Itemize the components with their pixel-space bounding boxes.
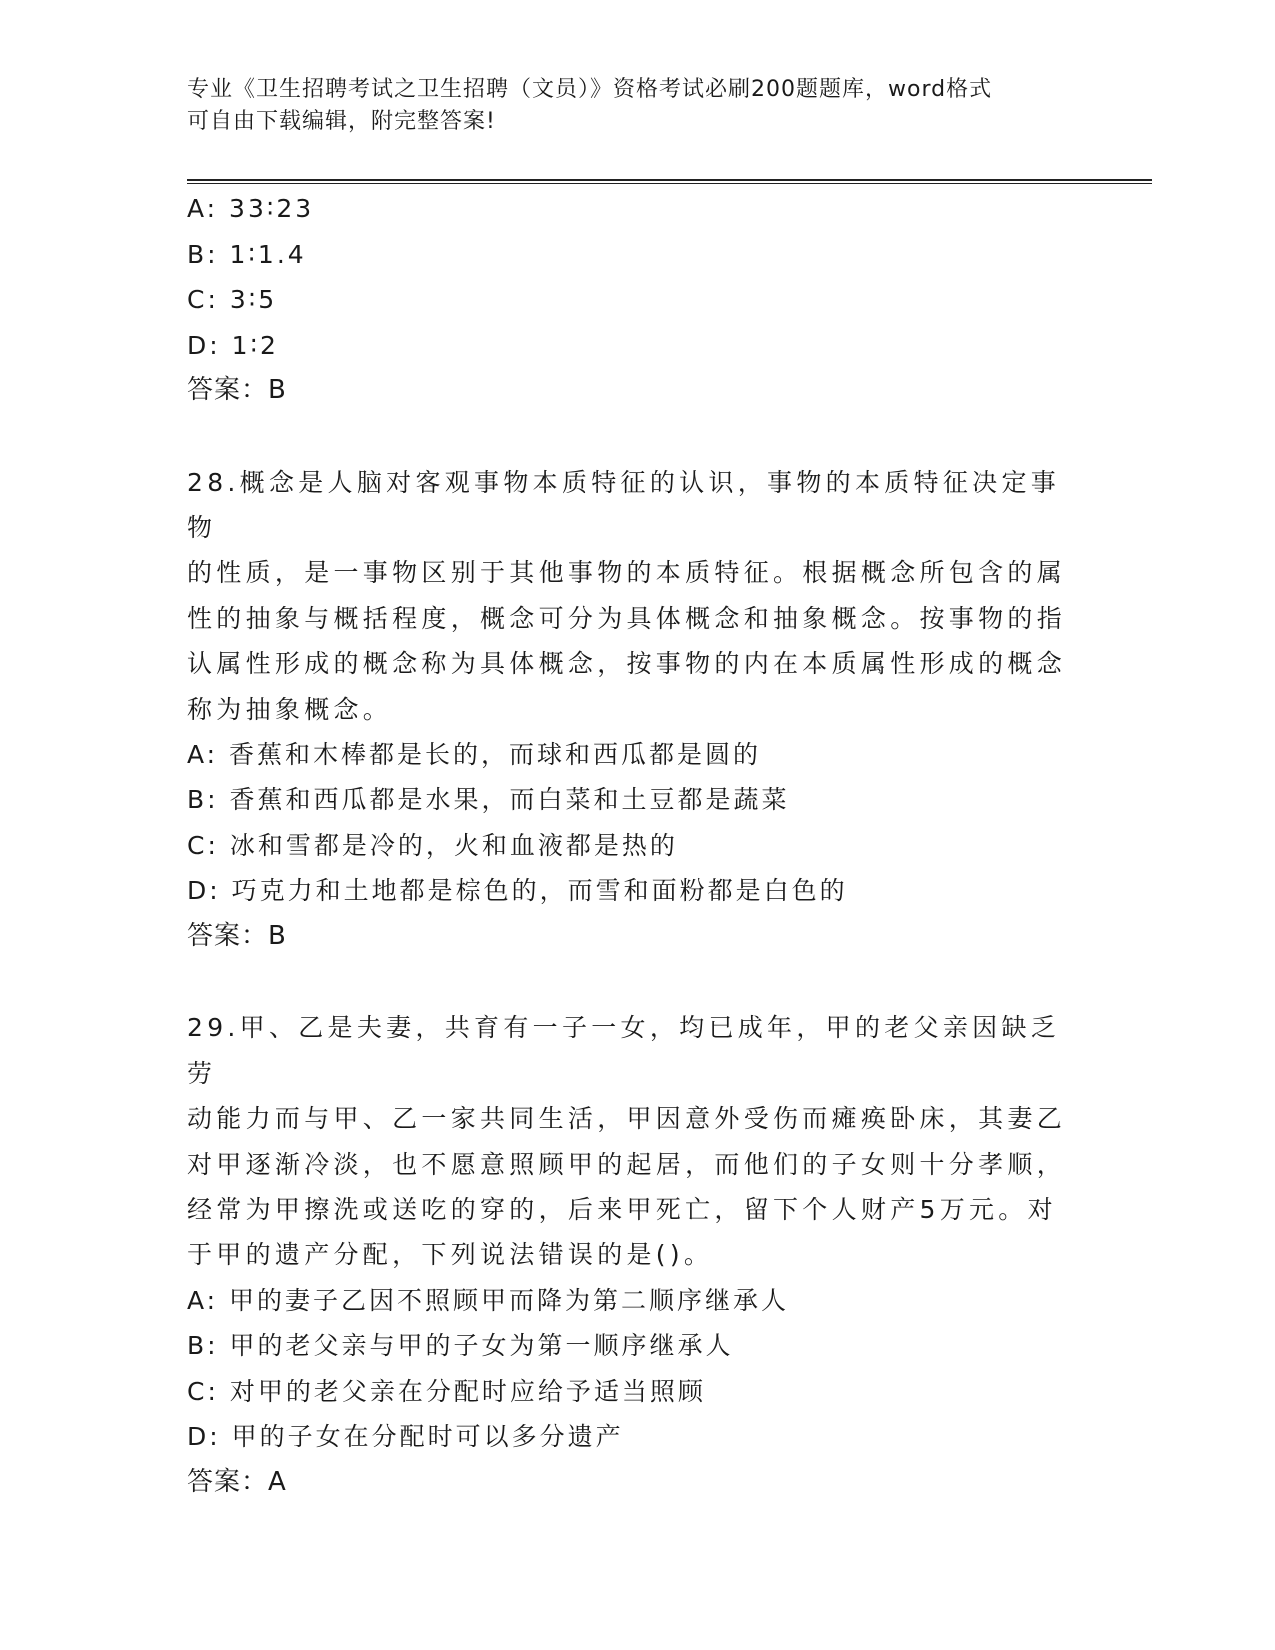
stem-line: 28.概念是人脑对客观事物本质特征的认识，事物的本质特征决定事物 xyxy=(187,467,1061,542)
header-title-line-1: 专业《卫生招聘考试之卫生招聘（文员）》资格考试必刷200题题库，word格式 xyxy=(187,77,993,102)
option-a: A: 33∶23 xyxy=(187,194,315,223)
option-d: D: 1∶2 xyxy=(187,330,279,360)
stem-line: 对甲逐渐冷淡，也不愿意照顾甲的起居，而他们的子女则十分孝顺， xyxy=(187,1149,1067,1179)
option-b: B: 甲的老父亲与甲的子女为第一顺序继承人 xyxy=(187,1331,734,1361)
answer-line: 答案：B xyxy=(187,375,287,405)
option-b: B: 香蕉和西瓜都是水果，而白菜和土豆都是蔬菜 xyxy=(187,785,790,815)
answer-line: 答案：B xyxy=(187,920,287,951)
stem-line: 29.甲、乙是夫妻，共育有一子一女，均已成年，甲的老父亲因缺乏劳 xyxy=(187,1013,1061,1088)
question-27 xyxy=(187,186,1087,414)
answer-line: 答案：A xyxy=(187,1466,287,1497)
option-a: A: 香蕉和木棒都是长的，而球和西瓜都是圆的 xyxy=(187,739,762,769)
header-divider xyxy=(187,179,1152,181)
question-stem xyxy=(187,1005,1087,1277)
document-body xyxy=(187,186,1087,1505)
option-a: A: 甲的妻子乙因不照顾甲而降为第二顺序继承人 xyxy=(187,1285,790,1315)
header-divider-thin xyxy=(187,183,1152,184)
stem-line: 称为抽象概念。 xyxy=(187,694,393,724)
option-b: B: 1∶1.4 xyxy=(187,239,307,269)
option-d: D: 甲的子女在分配时可以多分遗产 xyxy=(187,1422,624,1452)
option-d: D: 巧克力和土地都是棕色的，而雪和面粉都是白色的 xyxy=(187,876,848,906)
option-c: C: 3∶5 xyxy=(187,285,278,314)
stem-line: 性的抽象与概括程度，概念可分为具体概念和抽象概念。按事物的指 xyxy=(187,603,1067,633)
stem-line: 认属性形成的概念称为具体概念，按事物的内在本质属性形成的概念 xyxy=(187,649,1067,679)
option-c: C: 冰和雪都是冷的，火和血液都是热的 xyxy=(187,830,678,860)
stem-line: 的性质，是一事物区别于其他事物的本质特征。根据概念所包含的属 xyxy=(187,558,1067,588)
stem-line: 经常为甲擦洗或送吃的穿的，后来甲死亡，留下个人财产5万元。对 xyxy=(187,1195,1057,1225)
header-title-line-2: 可自由下载编辑，附完整答案! xyxy=(187,109,496,134)
question-29 xyxy=(187,1005,1087,1505)
question-stem xyxy=(187,460,1087,732)
option-c: C: 对甲的老父亲在分配时应给予适当照顾 xyxy=(187,1376,706,1406)
stem-line: 于甲的遗产分配，下列说法错误的是()。 xyxy=(187,1240,714,1270)
question-28 xyxy=(187,460,1087,960)
stem-line: 动能力而与甲、乙一家共同生活，甲因意外受伤而瘫痪卧床，其妻乙 xyxy=(187,1104,1067,1134)
page-header xyxy=(187,74,1067,138)
